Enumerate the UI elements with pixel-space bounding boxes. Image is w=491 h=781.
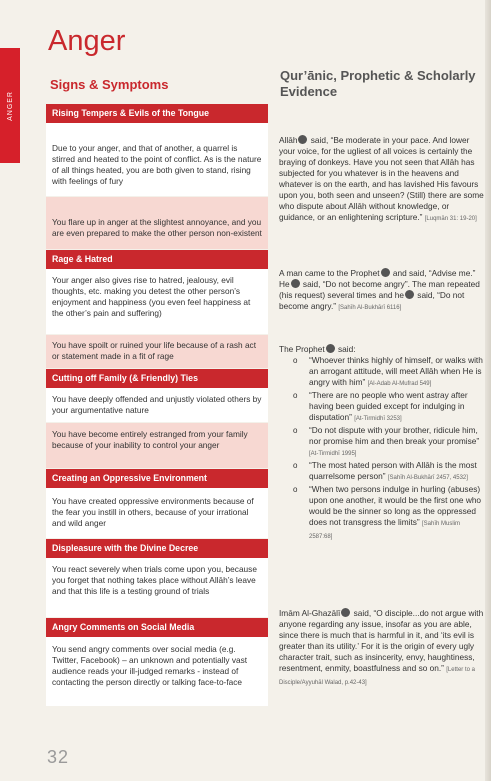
page-edge <box>485 0 491 781</box>
section-title: Cutting off Family (& Friendly) Ties <box>46 369 268 388</box>
signs-heading: Signs & Symptoms <box>50 77 169 92</box>
hadith-intro <box>279 344 485 355</box>
citation: [Sahīh Al-Bukhārī 2457, 4532] <box>387 475 468 481</box>
honorific-icon <box>405 290 414 299</box>
symptom-item: You have spoilt or ruined your life because of a rash act or statement made in a fit of rage <box>46 335 268 369</box>
section-cutting-ties <box>46 369 268 469</box>
signs-column <box>46 104 268 707</box>
evidence-text: Imām Al-Ghazālī <box>279 608 341 618</box>
honorific-icon <box>381 268 390 277</box>
hadith-text: “When two persons indulge in hurling (abuses) upon one another, it would be the first one who would be the sinner so long as the oppressed does not transgress the limits” <box>309 484 482 527</box>
section-title: Displeasure with the Divine Decree <box>46 539 268 558</box>
symptom-item: Your anger also gives rise to hatred, jealousy, evil thoughts, etc. making you detest the other person’s enjoyment and happiness (you even feel happiness at the other’s pain and suffering) <box>46 269 268 335</box>
evidence-text: A man came to the Prophet <box>279 268 380 278</box>
page-number: 32 <box>47 747 70 767</box>
citation: [Luqmān 31: 19-20] <box>424 216 477 222</box>
section-oppressive-environment <box>46 469 268 539</box>
quran-text: said, “Be moderate in your pace. And lower your voice, for the ugliest of all voices is certainly the braying of donkeys. Have you not seen that Allāh has subjected for you whatever is in the heavens and whatever is on the earth, and has lavished His favours upon you, both seen and unseen? (Still) there are some who dispute about Allāh without knowledge, or guidance, or an enlightening scripture.” <box>279 135 484 222</box>
hadith-list-block <box>279 344 485 543</box>
section-social-media <box>46 618 268 707</box>
hadith-list <box>279 355 485 543</box>
symptom-item: You send angry comments over social media (e.g. Twitter, Facebook) – an unknown and potentially vast audience reads your ill-judged remarks - instead of contacting the person directly or talking face-to-face <box>46 637 268 707</box>
hadith-text: “Do not dispute with your brother, ridicule him, nor promise him and then break your promise” <box>309 425 480 446</box>
section-title: Creating an Oppressive Environment <box>46 469 268 488</box>
citation: [Al-Adab Al-Mufrad 549] <box>367 381 432 387</box>
symptom-item: You react severely when trials come upon you, because you forget that nothing takes place without Allāh’s leave and that this life is a testing ground of trials <box>46 558 268 618</box>
citation: [At-Tirmidhī 1995] <box>309 451 357 457</box>
hadith-item <box>279 355 485 390</box>
section-divine-decree <box>46 539 268 618</box>
evidence-text: said: <box>335 344 356 354</box>
evidence-text: The Prophet <box>279 344 325 354</box>
evidence-text: said, “Do not become angry”. The man repeated (his request) several times and he <box>279 279 480 300</box>
citation: [Sahīh Al-Bukhārī 6116] <box>338 305 402 311</box>
side-tab-label: ANGER <box>6 90 14 121</box>
symptom-item: You flare up in anger at the slightest annoyance, and you are even prepared to make the other person non-existent <box>46 197 268 250</box>
scholarly-evidence <box>279 608 485 689</box>
symptom-item: You have deeply offended and unjustly violated others by your argumentative nature <box>46 388 268 423</box>
hadith-item <box>279 425 485 460</box>
hadith-item <box>279 460 485 484</box>
honorific-icon <box>341 608 350 617</box>
symptom-item: Due to your anger, and that of another, a quarrel is stirred and heated to the point of conflict. As is the nature of all things heated, you are both given to stand, rising with feelings of fury <box>46 123 268 197</box>
honorific-icon <box>291 279 300 288</box>
citation: [Letter to a Disciple/Ayyuhāl Walad, p.42-43] <box>279 667 475 686</box>
quran-evidence <box>279 135 485 225</box>
symptom-item: You have created oppressive environments because of the fear you instill in others, because of your irrational and wild anger <box>46 488 268 539</box>
prophetic-evidence <box>279 268 485 314</box>
page-title: Anger <box>48 25 126 57</box>
hadith-text: “There are no people who went astray after having been guided except for indulging in disputation” <box>309 390 468 422</box>
evidence-text: and said, “Advise me.” He <box>279 268 476 289</box>
hadith-item <box>279 484 485 543</box>
section-title: Rising Tempers & Evils of the Tongue <box>46 104 268 123</box>
honorific-icon <box>326 344 335 353</box>
evidence-text: said, “O disciple...do not argue with anyone regarding any issue, insofar as you are able, since there is much that is harmful in it, and ‘its evil is greater than its utility.’ For it is the origin of every ugly character trait, such as insincerity, envy, haughtiness, resentment, enmity, boastfulness and so on.” <box>279 608 484 673</box>
evidence-subject: Allāh <box>279 135 298 145</box>
section-rage-hatred <box>46 250 268 369</box>
symptom-item: You have become entirely estranged from your family because of your inability to control your anger <box>46 423 268 469</box>
section-rising-tempers <box>46 104 268 250</box>
hadith-text: “The most hated person with Allāh is the most quarrelsome person” <box>309 460 477 481</box>
section-title: Angry Comments on Social Media <box>46 618 268 637</box>
honorific-icon <box>298 135 307 144</box>
evidence-heading: Qur’ānic, Prophetic & Scholarly Evidence <box>280 68 476 99</box>
citation: [At-Tirmidhī 3253] <box>354 416 402 422</box>
section-title: Rage & Hatred <box>46 250 268 269</box>
hadith-item <box>279 390 485 425</box>
hadith-text: “Whoever thinks highly of himself, or walks with an arrogant attitude, will meet Allāh when He is angry with him” <box>309 355 483 387</box>
evidence-text: said, “Do not become angry.” <box>279 290 465 311</box>
chapter-side-tab <box>0 48 20 163</box>
citation: [Sahīh Muslim 2587:68] <box>309 521 460 540</box>
